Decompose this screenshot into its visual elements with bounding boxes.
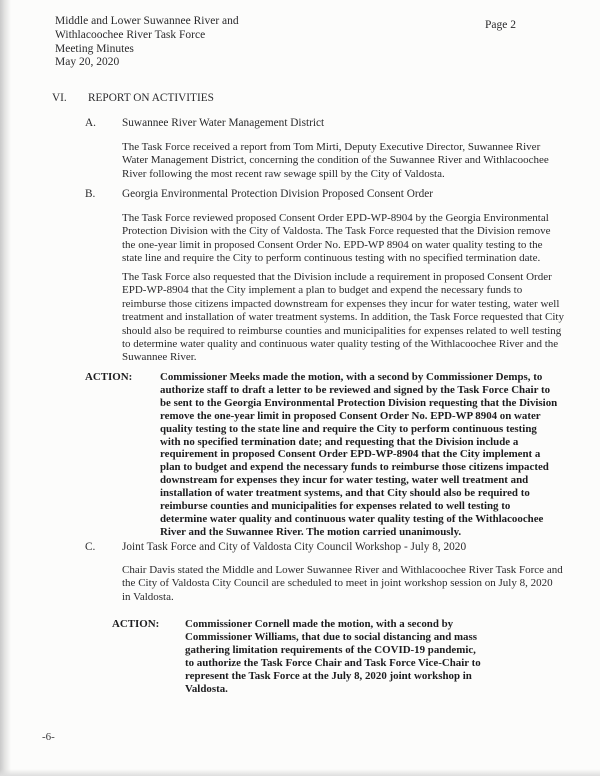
section-number: VI. xyxy=(52,92,67,104)
subsection-b-heading xyxy=(85,188,433,202)
subsection-b-title: Georgia Environmental Protection Division Proposed Consent Order xyxy=(122,188,434,200)
scan-edge-bottom xyxy=(0,769,600,776)
subsection-c-title: Joint Task Force and City of Valdosta City Council Workshop - July 8, 2020 xyxy=(122,541,467,553)
action-item-c xyxy=(112,618,487,695)
subsection-c-paragraph: Chair Davis stated the Middle and Lower Suwannee River and Withlacoochee River Task Force and the City of Valdosta City Council are scheduled to meet in joint workshop session on July 8, 2020 in Valdosta. xyxy=(122,564,563,603)
subsection-b-paragraph-2: The Task Force also requested that the Division include a requirement in proposed Consent Order EPD-WP-8904 that the City implement a plan to budget and expend the necessary funds to reimburse those citizens impacted downstream for expenses they incur for water testing, water well treatment and installation of water treatment systems. In addition, the Task Force requested that City should also be required to reimburse counties and municipalities for expenses related to well testing to determine water quality and continuous water quality testing of the Withlacoochee River and the Suwannee River. xyxy=(122,271,564,364)
subsection-a-heading xyxy=(85,117,324,131)
page-number-footer: -6- xyxy=(42,731,55,743)
subsection-c-heading xyxy=(85,541,466,555)
subsection-a-letter: A. xyxy=(85,117,96,129)
subsection-a-paragraph: The Task Force received a report from Tom Mirti, Deputy Executive Director, Suwannee River Water Management District, concerning the condition of the Suwannee River and Withlacoochee River following the most recent raw sewage spill by the City of Valdosta. xyxy=(122,141,549,180)
action-c-text: Commissioner Cornell made the motion, with a second by Commissioner Williams, that due to social distancing and mass gathering limitation requirements of the COVID-19 pandemic, to authorize the Task Force Chair and Task Force Vice-Chair to represent the Task Force at the July 8, 2020 joint workshop in Valdosta. xyxy=(185,618,481,695)
action-b-label: ACTION: xyxy=(85,371,133,383)
scan-edge-left xyxy=(0,0,11,776)
header-line-4: May 20, 2020 xyxy=(55,56,120,69)
header-line-1: Middle and Lower Suwannee River and xyxy=(55,15,239,27)
subsection-b-letter: B. xyxy=(85,188,96,200)
header-line-2: Withlacoochee River Task Force xyxy=(55,28,206,41)
page-label: Page 2 xyxy=(485,19,516,31)
subsection-b-paragraph-1: The Task Force reviewed proposed Consent Order EPD-WP-8904 by the Georgia Environmental Protection Division with the City of Valdosta. The Task Force requested that the Division remove the one-year limit in proposed Consent Order No. EPD-WP 8904 on water quality testing to the state line and require the City to perform continuous testing with no specified termination date. xyxy=(122,212,551,265)
section-title: REPORT ON ACTIVITIES xyxy=(88,92,214,104)
action-b-text: Commissioner Meeks made the motion, with a second by Commissioner Demps, to authorize staff to draft a letter to be reviewed and signed by the Task Force Chair to be sent to the Georgia Environmental Protection Division requesting that the Division remove the one-year limit in proposed Consent Order No. EPD-WP 8904 on water quality testing to the state line and require the City to perform continuous testing with no specified termination date; and requesting that the Division include a requirement in proposed Consent Order EPD-WP-8904 that the City implement a plan to budget and expend the necessary funds to reimburse those citizens impacted downstream for expenses they incur for water testing, water well treatment and installation of water treatment systems, and that City should also be required to reimburse counties and municipalities for expenses related to well testing to determine water quality and continuous water quality testing of the Withlacoochee River and the Suwannee River. The motion carried unanimously. xyxy=(160,371,558,538)
subsection-a-title: Suwannee River Water Management District xyxy=(122,117,325,129)
header-line-3: Meeting Minutes xyxy=(55,42,134,55)
section-heading xyxy=(52,92,214,106)
subsection-c-letter: C. xyxy=(85,541,96,553)
action-item-b xyxy=(85,371,559,539)
document-header xyxy=(55,15,239,70)
action-c-label: ACTION: xyxy=(112,618,160,630)
